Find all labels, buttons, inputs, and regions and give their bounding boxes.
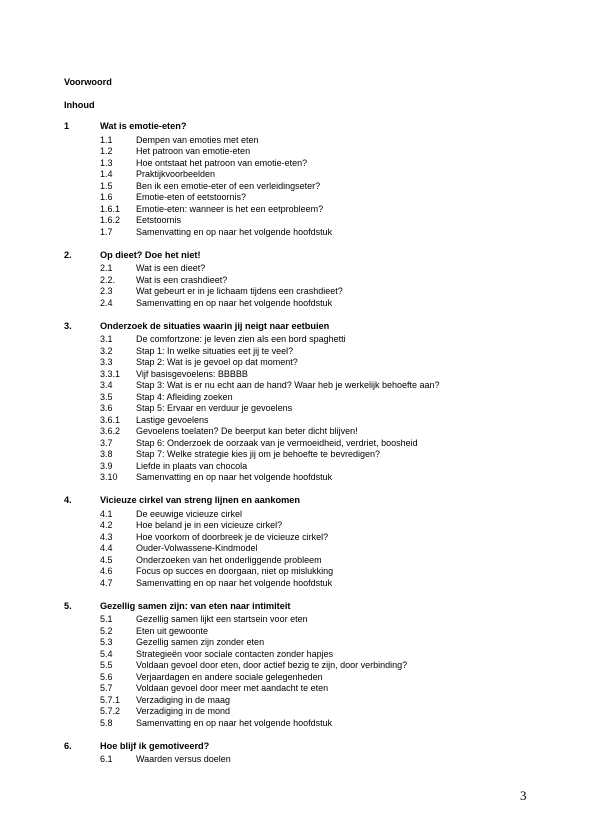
toc-section — [64, 626, 564, 638]
toc-chapter — [64, 601, 564, 730]
section-number: 4.1 — [100, 508, 113, 519]
section-title: Samenvatting en op naar het volgende hoofdstuk — [136, 577, 333, 588]
chapter-heading — [64, 121, 564, 135]
section-number: 5.5 — [100, 660, 113, 670]
toc-section — [64, 380, 564, 392]
toc-section — [64, 532, 564, 544]
section-title: Strategieën voor sociale contacten zonder hapjes — [136, 648, 334, 659]
toc-chapter — [64, 495, 564, 589]
toc-section — [64, 637, 564, 649]
chapter-number: 1 — [64, 121, 70, 131]
toc-section — [64, 520, 564, 532]
section-number: 3.6 — [100, 403, 113, 413]
section-title: Eetstoornis — [136, 215, 182, 225]
toc-section — [64, 555, 564, 567]
toc-section — [64, 695, 564, 707]
toc-section — [64, 334, 564, 346]
section-number: 3.5 — [100, 391, 113, 402]
section-number: 4.3 — [100, 531, 113, 542]
toc-chapter — [64, 121, 564, 238]
section-number: 5.7.1 — [100, 694, 121, 705]
chapter-number: 5. — [64, 600, 72, 611]
section-title: Samenvatting en op naar het volgende hoofdstuk — [136, 472, 333, 482]
chapter-heading — [64, 741, 564, 755]
chapter-heading — [64, 601, 564, 615]
section-title: Ben ik een emotie-eter of een verleidingseter? — [136, 180, 321, 191]
toc-chapter — [64, 321, 564, 484]
toc-section — [64, 472, 564, 484]
section-number: 5.4 — [100, 648, 113, 659]
toc-chapter — [64, 250, 564, 310]
section-title: Stap 6: Onderzoek de oorzaak van je vermoeidheid, verdriet, boosheid — [136, 437, 418, 448]
section-number: 1.6.1 — [100, 203, 121, 214]
section-number: 6.1 — [100, 754, 113, 764]
section-title: Voldaan gevoel door eten, door actief bezig te zijn, door verbinding? — [136, 660, 408, 670]
section-title: Liefde in plaats van chocola — [136, 460, 248, 471]
toc-section — [64, 346, 564, 358]
section-title: Stap 2: Wat is je gevoel op dat moment? — [136, 357, 298, 367]
table-of-contents — [64, 121, 564, 777]
toc-section — [64, 392, 564, 404]
toc-section — [64, 660, 564, 672]
section-number: 3.7 — [100, 437, 113, 448]
section-title: Praktijkvoorbeelden — [136, 169, 216, 179]
section-number: 3.9 — [100, 460, 113, 471]
toc-section — [64, 275, 564, 287]
section-title: Gezellig samen zijn zonder eten — [136, 637, 265, 647]
section-title: Samenvatting en op naar het volgende hoofdstuk — [136, 717, 333, 728]
section-title: De eeuwige vicieuze cirkel — [136, 508, 243, 519]
section-number: 5.1 — [100, 614, 113, 624]
section-number: 5.7.2 — [100, 706, 121, 716]
toc-section — [64, 357, 564, 369]
section-number: 3.2 — [100, 345, 113, 356]
section-number: 3.10 — [100, 472, 118, 482]
chapter-number: 6. — [64, 740, 72, 751]
section-title: Verzadiging in de mond — [136, 706, 231, 716]
page-number: 3 — [520, 788, 527, 803]
section-title: Samenvatting en op naar het volgende hoofdstuk — [136, 297, 333, 308]
section-number: 5.8 — [100, 717, 113, 728]
chapter-title: Onderzoek de situaties waarin jij neigt naar eetbuien — [100, 320, 330, 331]
section-title: Stap 5: Ervaar en verduur je gevoelens — [136, 403, 293, 413]
section-number: 2.4 — [100, 297, 113, 308]
section-number: 3.4 — [100, 380, 113, 390]
toc-section — [64, 135, 564, 147]
section-title: Stap 4: Afleiding zoeken — [136, 391, 233, 402]
toc-section — [64, 438, 564, 450]
section-title: Stap 7: Welke strategie kies jij om je behoefte te bevredigen? — [136, 449, 380, 459]
toc-section — [64, 426, 564, 438]
section-title: Verzadiging in de maag — [136, 694, 231, 705]
section-title: Wat is een dieet? — [136, 263, 206, 273]
toc-section — [64, 614, 564, 626]
section-title: Hoe ontstaat het patroon van emotie-eten? — [136, 157, 308, 168]
toc-section — [64, 192, 564, 204]
toc-section — [64, 227, 564, 239]
toc-section — [64, 718, 564, 730]
section-number: 3.1 — [100, 334, 113, 344]
section-number: 4.4 — [100, 543, 113, 553]
section-title: Hoe beland je in een vicieuze cirkel? — [136, 520, 283, 530]
section-number: 2.3 — [100, 286, 113, 296]
toc-section — [64, 672, 564, 684]
toc-section — [64, 403, 564, 415]
section-number: 5.3 — [100, 637, 113, 647]
toc-section — [64, 169, 564, 181]
section-title: Focus op succes en doorgaan, niet op mislukking — [136, 566, 334, 576]
section-title: Wat is een crashdieet? — [136, 274, 228, 285]
chapter-number: 2. — [64, 249, 72, 260]
section-title: De comfortzone: je leven zien als een bord spaghetti — [136, 334, 346, 344]
chapter-title: Vicieuze cirkel van streng lijnen en aankomen — [100, 495, 300, 505]
toc-section — [64, 461, 564, 473]
toc-section — [64, 415, 564, 427]
chapter-number: 4. — [64, 495, 72, 505]
chapter-heading — [64, 495, 564, 509]
toc-section — [64, 181, 564, 193]
section-title: Wat gebeurt er in je lichaam tijdens een crashdieet? — [136, 286, 343, 296]
voorwoord-heading: Voorwoord — [64, 77, 112, 87]
toc-section — [64, 215, 564, 227]
section-number: 4.7 — [100, 577, 113, 588]
toc-section — [64, 263, 564, 275]
section-number: 1.6.2 — [100, 215, 121, 225]
section-number: 5.2 — [100, 625, 113, 636]
toc-section — [64, 649, 564, 661]
section-title: Gevoelens toelaten? De beerput kan beter dicht blijven! — [136, 426, 358, 436]
section-number: 3.8 — [100, 449, 113, 459]
toc-section — [64, 543, 564, 555]
section-title: Emotie-eten of eetstoornis? — [136, 192, 247, 202]
section-number: 3.3.1 — [100, 368, 121, 379]
section-title: Dempen van emoties met eten — [136, 134, 259, 145]
chapter-title: Gezellig samen zijn: van eten naar intimiteit — [100, 600, 291, 611]
toc-section — [64, 578, 564, 590]
chapter-number: 3. — [64, 320, 72, 331]
section-title: Het patroon van emotie-eten — [136, 146, 251, 156]
section-title: Voldaan gevoel door meer met aandacht te eten — [136, 683, 329, 693]
section-number: 3.6.2 — [100, 426, 121, 436]
section-title: Emotie-eten: wanneer is het een eetprobleem? — [136, 203, 324, 214]
toc-section — [64, 369, 564, 381]
section-title: Samenvatting en op naar het volgende hoofdstuk — [136, 226, 333, 237]
section-number: 1.3 — [100, 157, 113, 168]
toc-section — [64, 566, 564, 578]
chapter-title: Hoe blijf ik gemotiveerd? — [100, 740, 210, 751]
chapter-heading — [64, 250, 564, 264]
section-number: 4.2 — [100, 520, 113, 530]
toc-section — [64, 146, 564, 158]
toc-section — [64, 298, 564, 310]
toc-section — [64, 158, 564, 170]
section-number: 4.5 — [100, 554, 113, 565]
section-title: Stap 1: In welke situaties eet jij te veel? — [136, 345, 294, 356]
section-number: 1.5 — [100, 180, 113, 191]
section-number: 2.1 — [100, 263, 113, 273]
toc-section — [64, 683, 564, 695]
section-number: 3.6.1 — [100, 414, 121, 425]
chapter-title: Wat is emotie-eten? — [100, 121, 187, 131]
toc-section — [64, 286, 564, 298]
toc-section — [64, 204, 564, 216]
section-title: Lastige gevoelens — [136, 414, 209, 425]
inhoud-heading: Inhoud — [64, 100, 95, 110]
section-number: 2.2. — [100, 274, 116, 285]
section-title: Stap 3: Wat is er nu echt aan de hand? Waar heb je werkelijk behoefte aan? — [136, 380, 440, 390]
toc-section — [64, 449, 564, 461]
section-number: 4.6 — [100, 566, 113, 576]
section-number: 1.6 — [100, 192, 113, 202]
toc-section — [64, 706, 564, 718]
toc-chapter — [64, 741, 564, 766]
section-title: Vijf basisgevoelens: BBBBB — [136, 368, 248, 379]
section-number: 5.6 — [100, 671, 113, 682]
section-title: Ouder-Volwassene-Kindmodel — [136, 543, 258, 553]
section-title: Hoe voorkom of doorbreek je de vicieuze cirkel? — [136, 531, 329, 542]
section-title: Gezellig samen lijkt een startsein voor eten — [136, 614, 308, 624]
toc-section — [64, 509, 564, 521]
chapter-title: Op dieet? Doe het niet! — [100, 249, 201, 260]
chapter-heading — [64, 321, 564, 335]
section-title: Verjaardagen en andere sociale gelegenheden — [136, 671, 323, 682]
section-number: 5.7 — [100, 683, 113, 693]
section-number: 1.4 — [100, 169, 113, 179]
section-number: 1.2 — [100, 146, 113, 156]
section-number: 1.7 — [100, 226, 113, 237]
section-title: Onderzoeken van het onderliggende probleem — [136, 554, 322, 565]
section-title: Waarden versus doelen — [136, 754, 231, 764]
section-number: 1.1 — [100, 134, 113, 145]
toc-section — [64, 754, 564, 766]
section-number: 3.3 — [100, 357, 113, 367]
section-title: Eten uit gewoonte — [136, 625, 209, 636]
